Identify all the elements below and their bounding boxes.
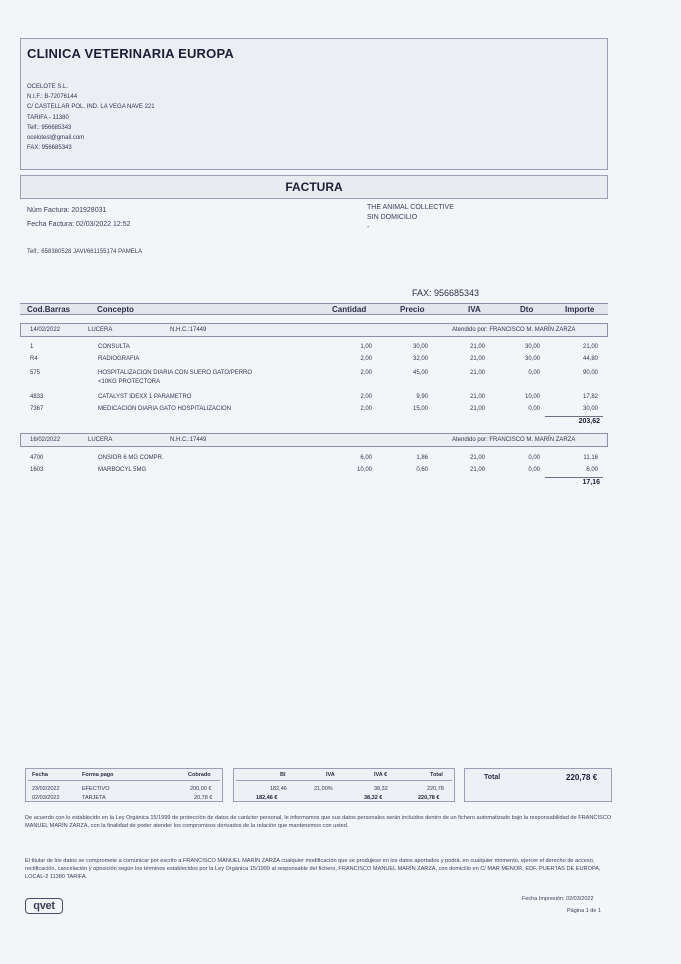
item-iva: 21,00	[469, 356, 485, 362]
payments-col-paid: Cobrado	[188, 772, 211, 778]
item-iva: 21,00	[469, 406, 485, 412]
item-qty: 2,00	[360, 406, 372, 412]
payment-amount: 20,78 €	[194, 795, 213, 801]
payment-method: TARJETA	[82, 795, 106, 801]
item-price: 45,00	[412, 370, 428, 376]
item-iva: 21,00	[469, 455, 485, 461]
company-line: Telf.: 956685343	[27, 124, 72, 131]
item-dto: 30,00	[524, 356, 540, 362]
tax-col-iva: IVA	[326, 772, 335, 778]
col-dto: Dto	[520, 305, 534, 314]
company-details	[27, 82, 155, 153]
tax-rate: 21,00%	[314, 786, 333, 792]
item-dto: 0,00	[528, 370, 540, 376]
tax-base: 182,46	[270, 786, 287, 792]
col-concept: Concepto	[97, 305, 134, 314]
item-iva: 21,00	[469, 467, 485, 473]
visit-date: 14/02/2022	[30, 327, 61, 333]
item-qty: 2,00	[360, 394, 372, 400]
item-dto: 10,00	[524, 394, 540, 400]
section-subtotal: 203,62	[578, 418, 600, 425]
item-amount: 21,00	[582, 344, 598, 350]
tax-divider	[236, 780, 452, 781]
visit-date: 16/02/2022	[30, 437, 61, 443]
item-qty: 6,00	[360, 455, 372, 461]
item-dto: 0,00	[528, 467, 540, 473]
item-price: 15,00	[412, 406, 428, 412]
subtotal-rule	[545, 477, 603, 478]
item-dto: 0,00	[528, 406, 540, 412]
item-price: 0,60	[416, 467, 428, 473]
item-amount: 90,00	[582, 370, 598, 376]
payment-date: 23/02/2022	[32, 786, 60, 792]
patient-nhc: N.H.C.:17449	[170, 437, 207, 443]
item-concept: RADIOGRAFIA	[98, 356, 140, 362]
item-qty: 1,00	[360, 344, 372, 350]
item-code: R4	[30, 356, 38, 362]
tax-col-total: Total	[430, 772, 443, 778]
payments-divider	[28, 780, 220, 781]
item-dto: 30,00	[524, 344, 540, 350]
payment-date: 02/03/2022	[32, 795, 60, 801]
col-amount: Importe	[565, 305, 595, 314]
company-line: TARIFA - 11380	[27, 114, 69, 121]
tax-amount: 38,32	[374, 786, 388, 792]
col-price: Precio	[400, 305, 425, 314]
page-number: Página 1 de 1	[567, 908, 601, 914]
item-concept: MEDICACION DIARIA GATO HOSPITALIZACION	[98, 406, 232, 412]
col-code: Cod.Barras	[27, 305, 71, 314]
item-price: 9,90	[416, 394, 428, 400]
privacy-rights: El titular de los datos se compromete a comunicar por escrito a FRANCISCO MANUEL MARÍN ZARZA cualquier modificación que se produjese en los datos aportados y podrá, en cualquier momento, ejercer el derecho de acceso, rectificación, cancelación y oposición según los términos establecidos por la Ley Orgánica 15/1999 al responsable del fichero, FRANCISCO MANUEL MARÍN ZARZA, con domicilio en C/ MAR MENOR, EDF. PUERTAS DE EUROPA, LOCAL-2 11380 TARIFA.	[25, 858, 601, 880]
invoice-number: Núm Factura: 201928031	[27, 207, 107, 214]
company-line: OCELOTE S.L.	[27, 84, 69, 90]
payment-method: EFECTIVO	[82, 786, 110, 792]
item-code: 4700	[30, 455, 44, 461]
item-amount: 6,00	[586, 467, 598, 473]
tax-col-base: BI	[280, 772, 286, 778]
company-line: N.I.F.: B-72076144	[27, 94, 78, 101]
patient-nhc: N.H.C.:17449	[170, 327, 207, 333]
item-amount: 44,80	[582, 356, 598, 362]
item-concept: CONSULTA	[98, 344, 130, 350]
invoice-date: Fecha Factura: 02/03/2022 12:52	[27, 221, 131, 228]
document-title: FACTURA	[285, 180, 343, 194]
company-line: FAX: 956685343	[27, 145, 72, 152]
item-qty: 2,00	[360, 370, 372, 376]
item-concept: CATALYST IDEXX 1 PARAMETRO	[98, 394, 192, 400]
grand-total-label: Total	[484, 774, 501, 781]
tax-total: 220,78	[427, 786, 444, 792]
item-iva: 21,00	[469, 344, 485, 350]
client-name: THE ANIMAL COLLECTIVE	[367, 204, 454, 211]
item-price: 30,00	[412, 344, 428, 350]
company-line: C/ CASTELLAR POL. IND. LA VEGA NAVE 221	[27, 104, 155, 111]
section-subtotal: 17,16	[582, 479, 600, 486]
tax-amount-total: 38,32 €	[364, 795, 383, 801]
item-code: 575	[30, 370, 41, 376]
client-address: SIN DOMICILIO	[367, 214, 418, 221]
item-concept: HOSPITALIZACION DIARIA CON SUERO GATO/PERRO	[98, 370, 253, 376]
item-qty: 2,00	[360, 356, 372, 362]
attended-by: Atendido por: FRANCISCO M. MARÍN ZARZA	[452, 437, 576, 443]
grand-total-value: 220,78 €	[566, 773, 598, 782]
patient-name: LUCERA	[88, 327, 113, 333]
tax-grand-total: 220,78 €	[418, 795, 440, 801]
item-iva: 21,00	[469, 394, 485, 400]
privacy-notice: De acuerdo con lo establecido en la Ley Orgánica 15/1999 de protección de datos de carácter personal, le informamos que sus datos personales serán incluidos dentro de un fichero automatizado bajo la responsabilidad de FRANCISCO MANUEL MARÍN ZARZA, con la finalidad de poder atender los compromisos derivados de la relación que mantenemos con usted.	[25, 815, 612, 829]
subtotal-rule	[545, 416, 603, 417]
item-price: 32,00	[412, 356, 428, 362]
fax-number: FAX: 956685343	[412, 288, 480, 298]
item-code: 1603	[30, 467, 44, 473]
clinic-name: CLINICA VETERINARIA EUROPA	[27, 46, 234, 61]
patient-name: LUCERA	[88, 437, 113, 443]
client-extra: -	[367, 224, 370, 231]
item-concept-continued: <10KG PROTECTORA	[98, 379, 161, 385]
item-price: 1,86	[416, 455, 428, 461]
client-block	[367, 203, 454, 233]
invoice-phone: Telf.: 658380528 JAVI/661155174 PAMELA	[27, 249, 143, 255]
item-code: 7367	[30, 406, 44, 412]
col-iva: IVA	[468, 305, 481, 314]
col-quantity: Cantidad	[332, 305, 367, 314]
item-dto: 0,00	[528, 455, 540, 461]
qvet-logo: qvet	[25, 898, 63, 914]
attended-by: Atendido por: FRANCISCO M. MARÍN ZARZA	[452, 327, 576, 333]
payments-col-method: Forma pago	[82, 772, 114, 778]
company-line: ocelotesl@gmail.com	[27, 135, 85, 142]
tax-base-total: 182,46 €	[256, 795, 278, 801]
item-qty: 10,00	[356, 467, 372, 473]
item-amount: 11,16	[583, 455, 598, 461]
item-amount: 17,82	[582, 394, 598, 400]
tax-col-iva-amount: IVA €	[374, 772, 388, 778]
item-amount: 30,00	[582, 406, 598, 412]
print-date: Fecha Impresión: 02/03/2022	[522, 896, 594, 902]
item-concept: MARBOCYL 5MG	[98, 467, 147, 473]
item-code: 4833	[30, 394, 44, 400]
item-code: 1	[30, 344, 34, 350]
item-concept: ONSIOR 6 MG COMPR.	[98, 455, 164, 461]
payment-amount: 200,00 €	[190, 786, 212, 792]
item-iva: 21,00	[469, 370, 485, 376]
payments-col-date: Fecha	[32, 772, 48, 778]
